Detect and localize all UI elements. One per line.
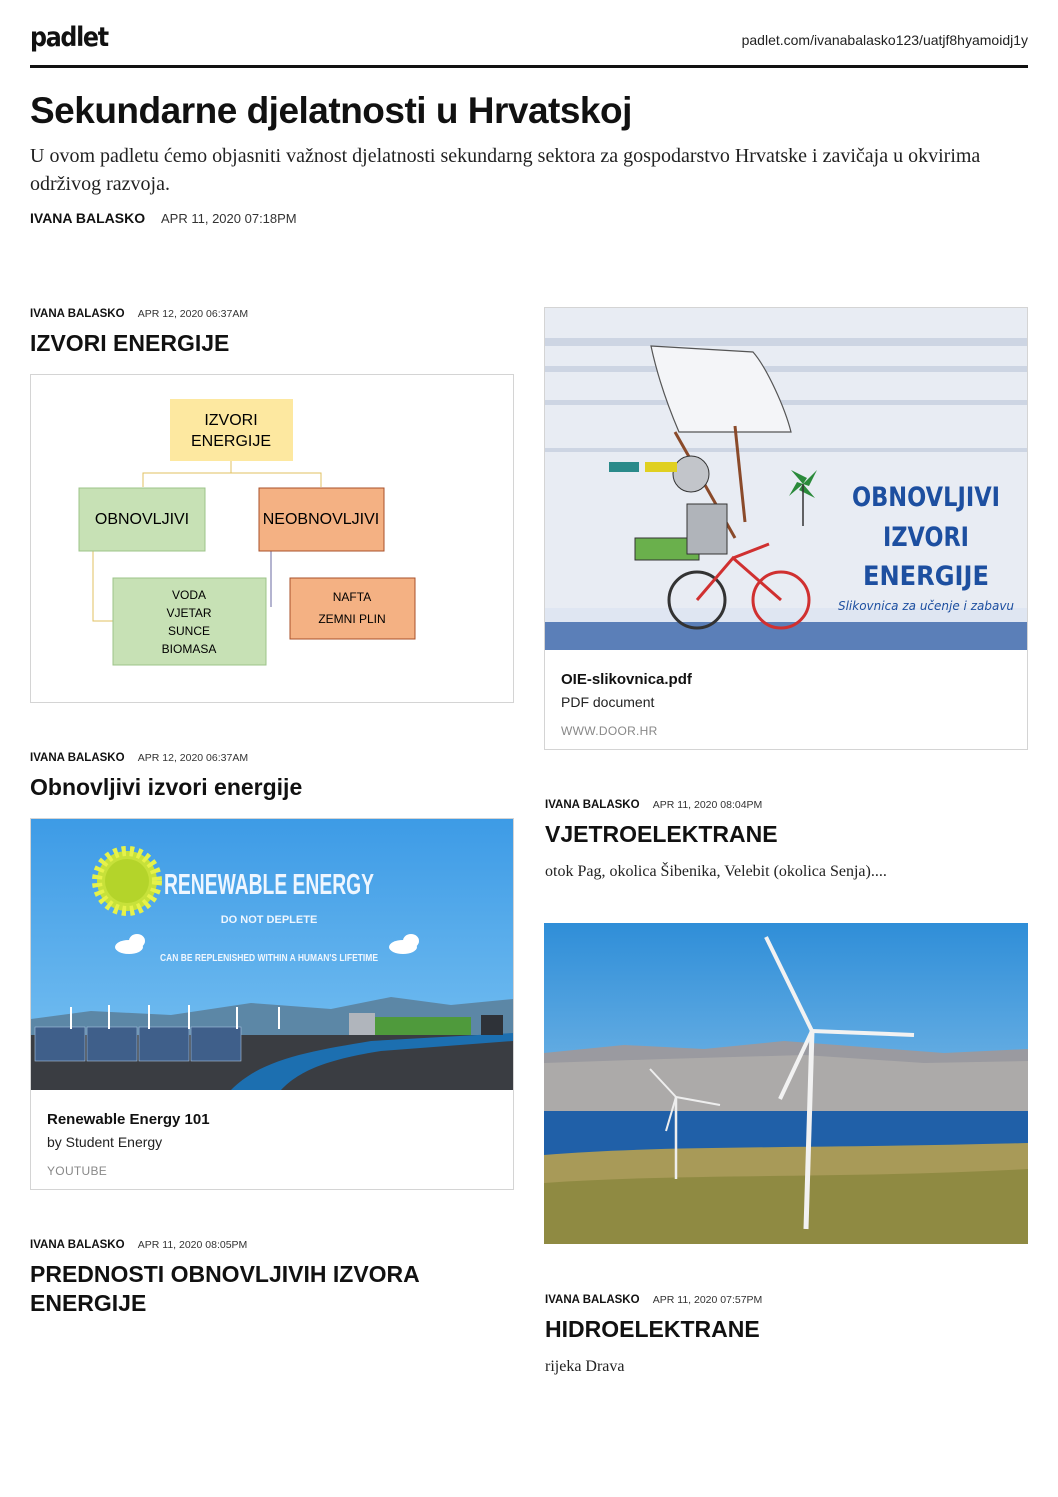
post-meta	[545, 1294, 1029, 1306]
renewable-label: OBNOVLJIVI	[94, 511, 190, 528]
padlet-logo[interactable]: padlet	[30, 22, 108, 53]
renewable-item: SUNCE	[167, 624, 211, 638]
pdf-line-3: ENERGIJE	[863, 561, 989, 592]
board-date: APR 11, 2020 07:18PM	[161, 211, 297, 226]
root-box	[170, 399, 293, 461]
board-url[interactable]: padlet.com/ivanabalasko123/uatjf8hyamoidj1y	[741, 32, 1028, 48]
post-date: APR 11, 2020 07:57PM	[652, 1294, 763, 1306]
post-date: APR 12, 2020 06:37AM	[137, 308, 249, 320]
wind-photo-card[interactable]	[544, 923, 1028, 1244]
attachment-subtitle: PDF document	[561, 694, 655, 710]
post-date: APR 11, 2020 08:04PM	[652, 799, 763, 811]
board-description: U ovom padletu ćemo objasniti važnost djelatnosti sekundarng sektora za gospodarstvo Hrvatske i zavičaja u okvirima održivog razvoja.	[30, 145, 981, 195]
nonrenewable-items-box	[290, 578, 415, 639]
video-attachment-info	[31, 1111, 513, 1178]
post-author: IVANA BALASKO	[30, 752, 125, 764]
video-headline: RENEWABLE ENERGY	[164, 869, 374, 901]
wind-turbine-photo[interactable]	[544, 923, 1028, 1244]
video-line-2: CAN BE REPLENISHED WITHIN A HUMAN'S LIFETIME	[160, 953, 379, 964]
post-title: IZVORI ENERGIJE	[30, 330, 230, 356]
diagram-card[interactable]	[30, 374, 514, 703]
pdf-thumbnail[interactable]	[545, 308, 1027, 650]
root-label-1: IZVORI	[204, 412, 258, 429]
board-meta	[30, 210, 297, 226]
root-label-2: ENERGIJE	[190, 433, 272, 450]
nonrenewable-label: NEOBNOVLJIVI	[262, 511, 380, 528]
board-author: IVANA BALASKO	[30, 210, 146, 226]
post-meta	[30, 752, 514, 764]
post-date: APR 11, 2020 08:05PM	[137, 1239, 248, 1251]
video-line-1: DO NOT DEPLETE	[220, 914, 318, 926]
nonrenewable-item: ZEMNI PLIN	[318, 612, 386, 626]
pdf-caption: Slikovnica za učenje i zabavu	[837, 599, 1015, 613]
board-title: Sekundarne djelatnosti u Hrvatskoj	[30, 90, 632, 131]
pdf-card[interactable]	[544, 307, 1028, 750]
pdf-line-1: OBNOVLJIVI	[852, 482, 1000, 513]
renewable-item: VJETAR	[166, 606, 212, 620]
post-date: APR 12, 2020 06:37AM	[137, 752, 249, 764]
post-title: VJETROELEKTRANE	[545, 821, 778, 847]
post-title: HIDROELEKTRANE	[545, 1316, 760, 1342]
post-author: IVANA BALASKO	[30, 308, 125, 320]
attachment-title[interactable]: Renewable Energy 101	[47, 1111, 210, 1128]
nonrenewable-item: NAFTA	[332, 590, 372, 604]
sun-icon	[97, 851, 157, 911]
post-meta	[30, 308, 514, 320]
pdf-line-2: IZVORI	[883, 522, 969, 553]
post-author: IVANA BALASKO	[30, 1239, 125, 1251]
attachment-subtitle: by Student Energy	[47, 1134, 163, 1150]
post-izvori-energije[interactable]	[30, 308, 514, 358]
attachment-source: WWW.DOOR.HR	[561, 724, 658, 738]
post-obnovljivi-izvori[interactable]	[30, 752, 514, 802]
video-card[interactable]	[30, 818, 514, 1190]
attachment-title[interactable]: OIE-slikovnica.pdf	[561, 671, 692, 688]
top-bar	[30, 20, 1028, 68]
post-title: PREDNOSTI OBNOVLJIVIH IZVORA ENERGIJE	[30, 1261, 419, 1316]
post-meta	[30, 1239, 514, 1251]
post-body: rijeka Drava	[545, 1358, 625, 1375]
energy-sources-diagram	[31, 375, 514, 703]
renewable-item: BIOMASA	[161, 642, 217, 656]
post-title: Obnovljivi izvori energije	[30, 774, 303, 800]
post-meta	[545, 799, 1029, 811]
post-body: otok Pag, okolica Šibenika, Velebit (okolica Senja)....	[545, 863, 887, 880]
pdf-attachment-info	[545, 671, 1027, 738]
video-thumbnail[interactable]	[31, 819, 513, 1090]
post-prednosti[interactable]	[30, 1239, 514, 1318]
renewable-item: VODA	[171, 588, 207, 602]
post-author: IVANA BALASKO	[545, 799, 640, 811]
post-vjetroelektrane[interactable]	[545, 799, 1029, 881]
post-author: IVANA BALASKO	[545, 1294, 640, 1306]
post-hidroelektrane[interactable]	[545, 1294, 1029, 1376]
attachment-source: YOUTUBE	[47, 1164, 108, 1178]
